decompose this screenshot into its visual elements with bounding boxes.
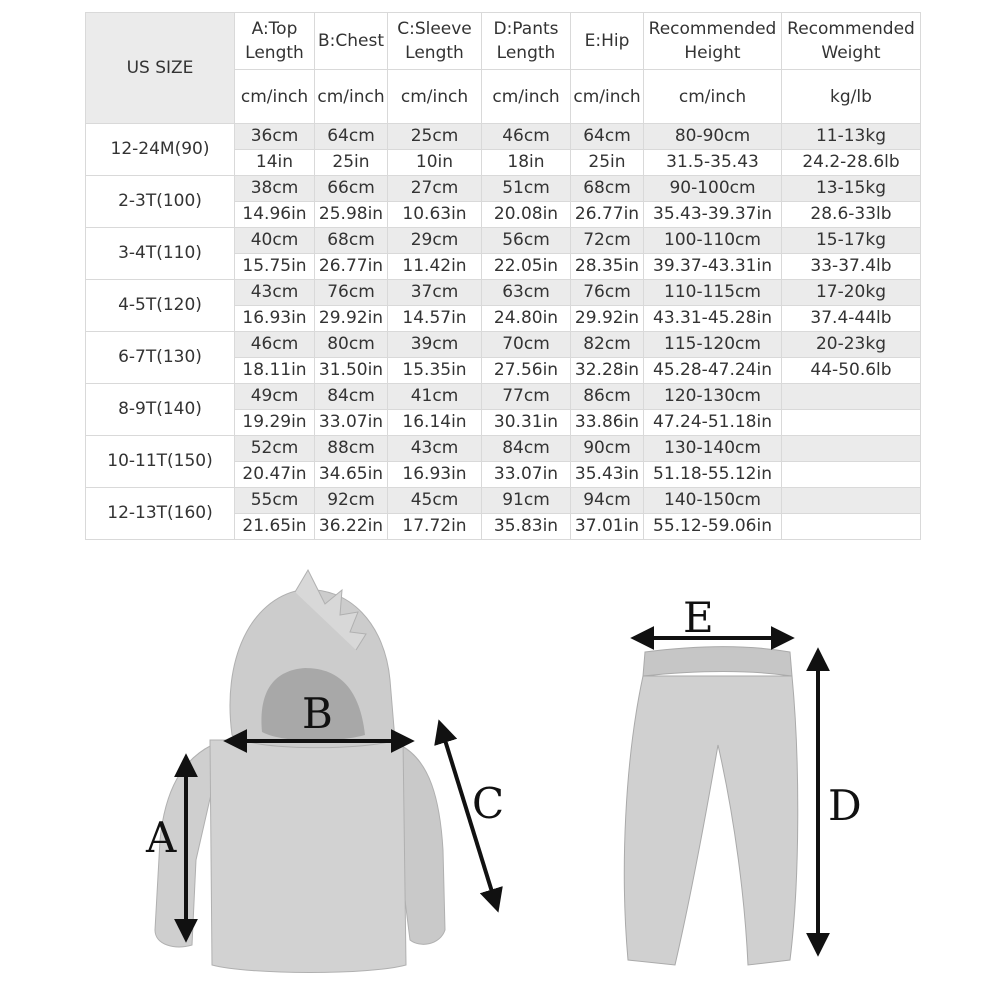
cm-value-cell: 68cm (571, 176, 644, 202)
inch-value-cell: 28.6-33lb (782, 202, 921, 228)
cm-value-cell: 82cm (571, 332, 644, 358)
cm-value-cell: 20-23kg (782, 332, 921, 358)
inch-value-cell: 16.93in (388, 462, 482, 488)
cm-value-cell: 84cm (482, 436, 571, 462)
cm-value-cell: 90cm (571, 436, 644, 462)
cm-value-cell: 46cm (235, 332, 315, 358)
hoodie-body (210, 740, 406, 973)
garment-measurement-diagram (0, 545, 1000, 1000)
cm-value-cell: 11-13kg (782, 124, 921, 150)
inch-value-cell: 30.31in (482, 410, 571, 436)
inch-value-cell: 47.24-51.18in (644, 410, 782, 436)
cm-value-cell: 91cm (482, 488, 571, 514)
table-row (86, 176, 921, 202)
inch-value-cell: 15.35in (388, 358, 482, 384)
unit-cell: cm/inch (644, 70, 782, 124)
unit-cell: kg/lb (782, 70, 921, 124)
unit-cell: cm/inch (388, 70, 482, 124)
table-row (86, 436, 921, 462)
inch-value-cell: 35.83in (482, 514, 571, 540)
cm-value-cell: 64cm (315, 124, 388, 150)
cm-value-cell: 140-150cm (644, 488, 782, 514)
cm-value-cell: 27cm (388, 176, 482, 202)
inch-value-cell: 11.42in (388, 254, 482, 280)
col-header-top-length: A:Top Length (235, 13, 315, 70)
col-header-hip: E:Hip (571, 13, 644, 70)
size-table-body (86, 124, 921, 540)
cm-value-cell: 45cm (388, 488, 482, 514)
cm-value-cell (782, 488, 921, 514)
cm-value-cell: 56cm (482, 228, 571, 254)
inch-value-cell: 26.77in (571, 202, 644, 228)
inch-value-cell: 35.43-39.37in (644, 202, 782, 228)
inch-value-cell (782, 514, 921, 540)
cm-value-cell: 46cm (482, 124, 571, 150)
cm-value-cell: 130-140cm (644, 436, 782, 462)
cm-value-cell: 90-100cm (644, 176, 782, 202)
unit-cell: cm/inch (235, 70, 315, 124)
col-header-recommended-weight: Recommended Weight (782, 13, 921, 70)
cm-value-cell (782, 436, 921, 462)
cm-value-cell: 40cm (235, 228, 315, 254)
cm-value-cell: 68cm (315, 228, 388, 254)
inch-value-cell: 24.80in (482, 306, 571, 332)
inch-value-cell: 34.65in (315, 462, 388, 488)
table-row (86, 228, 921, 254)
table-row (86, 332, 921, 358)
cm-value-cell: 51cm (482, 176, 571, 202)
cm-value-cell: 70cm (482, 332, 571, 358)
cm-value-cell: 84cm (315, 384, 388, 410)
size-label-cell: 4-5T(120) (86, 280, 235, 332)
inch-value-cell: 24.2-28.6lb (782, 150, 921, 176)
inch-value-cell: 26.77in (315, 254, 388, 280)
inch-value-cell: 37.4-44lb (782, 306, 921, 332)
inch-value-cell: 10.63in (388, 202, 482, 228)
inch-value-cell: 55.12-59.06in (644, 514, 782, 540)
inch-value-cell: 25in (315, 150, 388, 176)
inch-value-cell: 43.31-45.28in (644, 306, 782, 332)
inch-value-cell: 27.56in (482, 358, 571, 384)
cm-value-cell: 77cm (482, 384, 571, 410)
inch-value-cell: 14.96in (235, 202, 315, 228)
inch-value-cell: 14.57in (388, 306, 482, 332)
size-label-cell: 3-4T(110) (86, 228, 235, 280)
cm-value-cell: 49cm (235, 384, 315, 410)
inch-value-cell: 37.01in (571, 514, 644, 540)
cm-value-cell: 66cm (315, 176, 388, 202)
pants-legs (624, 676, 797, 965)
inch-value-cell: 36.22in (315, 514, 388, 540)
cm-value-cell: 43cm (235, 280, 315, 306)
cm-value-cell (782, 384, 921, 410)
inch-value-cell: 44-50.6lb (782, 358, 921, 384)
inch-value-cell: 33.07in (482, 462, 571, 488)
pants-waistband (643, 647, 792, 676)
cm-value-cell: 80-90cm (644, 124, 782, 150)
inch-value-cell: 29.92in (315, 306, 388, 332)
inch-value-cell: 21.65in (235, 514, 315, 540)
cm-value-cell: 80cm (315, 332, 388, 358)
unit-cell: cm/inch (571, 70, 644, 124)
label-c: C (472, 779, 505, 828)
cm-value-cell: 115-120cm (644, 332, 782, 358)
inch-value-cell: 35.43in (571, 462, 644, 488)
cm-value-cell: 64cm (571, 124, 644, 150)
cm-value-cell: 88cm (315, 436, 388, 462)
col-header-pants-length: D:Pants Length (482, 13, 571, 70)
inch-value-cell: 31.5-35.43 (644, 150, 782, 176)
inch-value-cell: 17.72in (388, 514, 482, 540)
cm-value-cell: 41cm (388, 384, 482, 410)
inch-value-cell: 28.35in (571, 254, 644, 280)
cm-value-cell: 29cm (388, 228, 482, 254)
inch-value-cell: 22.05in (482, 254, 571, 280)
inch-value-cell (782, 462, 921, 488)
size-label-cell: 6-7T(130) (86, 332, 235, 384)
inch-value-cell: 32.28in (571, 358, 644, 384)
size-label-cell: 10-11T(150) (86, 436, 235, 488)
cm-value-cell: 76cm (315, 280, 388, 306)
cm-value-cell: 120-130cm (644, 384, 782, 410)
cm-value-cell: 15-17kg (782, 228, 921, 254)
cm-value-cell: 13-15kg (782, 176, 921, 202)
size-label-cell: 12-13T(160) (86, 488, 235, 540)
col-header-recommended-height: Recommended Height (644, 13, 782, 70)
inch-value-cell: 25in (571, 150, 644, 176)
inch-value-cell: 18in (482, 150, 571, 176)
table-row (86, 488, 921, 514)
cm-value-cell: 43cm (388, 436, 482, 462)
label-d: D (828, 781, 862, 830)
inch-value-cell: 15.75in (235, 254, 315, 280)
inch-value-cell: 20.08in (482, 202, 571, 228)
cm-value-cell: 37cm (388, 280, 482, 306)
us-size-header: US SIZE (86, 13, 235, 124)
cm-value-cell: 55cm (235, 488, 315, 514)
table-row (86, 124, 921, 150)
cm-value-cell: 39cm (388, 332, 482, 358)
inch-value-cell (782, 410, 921, 436)
cm-value-cell: 100-110cm (644, 228, 782, 254)
cm-value-cell: 72cm (571, 228, 644, 254)
inch-value-cell: 33.86in (571, 410, 644, 436)
label-b: B (302, 689, 333, 738)
cm-value-cell: 92cm (315, 488, 388, 514)
inch-value-cell: 25.98in (315, 202, 388, 228)
cm-value-cell: 17-20kg (782, 280, 921, 306)
size-label-cell: 8-9T(140) (86, 384, 235, 436)
cm-value-cell: 63cm (482, 280, 571, 306)
inch-value-cell: 31.50in (315, 358, 388, 384)
unit-cell: cm/inch (315, 70, 388, 124)
cm-value-cell: 76cm (571, 280, 644, 306)
inch-value-cell: 51.18-55.12in (644, 462, 782, 488)
cm-value-cell: 52cm (235, 436, 315, 462)
inch-value-cell: 39.37-43.31in (644, 254, 782, 280)
table-row (86, 280, 921, 306)
inch-value-cell: 20.47in (235, 462, 315, 488)
cm-value-cell: 86cm (571, 384, 644, 410)
inch-value-cell: 18.11in (235, 358, 315, 384)
hoodie-right-sleeve (400, 745, 445, 944)
inch-value-cell: 10in (388, 150, 482, 176)
header-row (86, 13, 921, 70)
col-header-sleeve-length: C:Sleeve Length (388, 13, 482, 70)
inch-value-cell: 16.14in (388, 410, 482, 436)
cm-value-cell: 36cm (235, 124, 315, 150)
size-label-cell: 12-24M(90) (86, 124, 235, 176)
inch-value-cell: 33-37.4lb (782, 254, 921, 280)
unit-cell: cm/inch (482, 70, 571, 124)
inch-value-cell: 19.29in (235, 410, 315, 436)
cm-value-cell: 110-115cm (644, 280, 782, 306)
inch-value-cell: 14in (235, 150, 315, 176)
pants-illustration (624, 647, 797, 965)
size-chart-table (85, 12, 921, 540)
label-e: E (683, 593, 714, 642)
table-row (86, 384, 921, 410)
size-label-cell: 2-3T(100) (86, 176, 235, 228)
hoodie-illustration (155, 570, 445, 973)
cm-value-cell: 25cm (388, 124, 482, 150)
inch-value-cell: 16.93in (235, 306, 315, 332)
label-a: A (146, 813, 177, 862)
inch-value-cell: 45.28-47.24in (644, 358, 782, 384)
col-header-chest: B:Chest (315, 13, 388, 70)
cm-value-cell: 38cm (235, 176, 315, 202)
inch-value-cell: 29.92in (571, 306, 644, 332)
inch-value-cell: 33.07in (315, 410, 388, 436)
cm-value-cell: 94cm (571, 488, 644, 514)
